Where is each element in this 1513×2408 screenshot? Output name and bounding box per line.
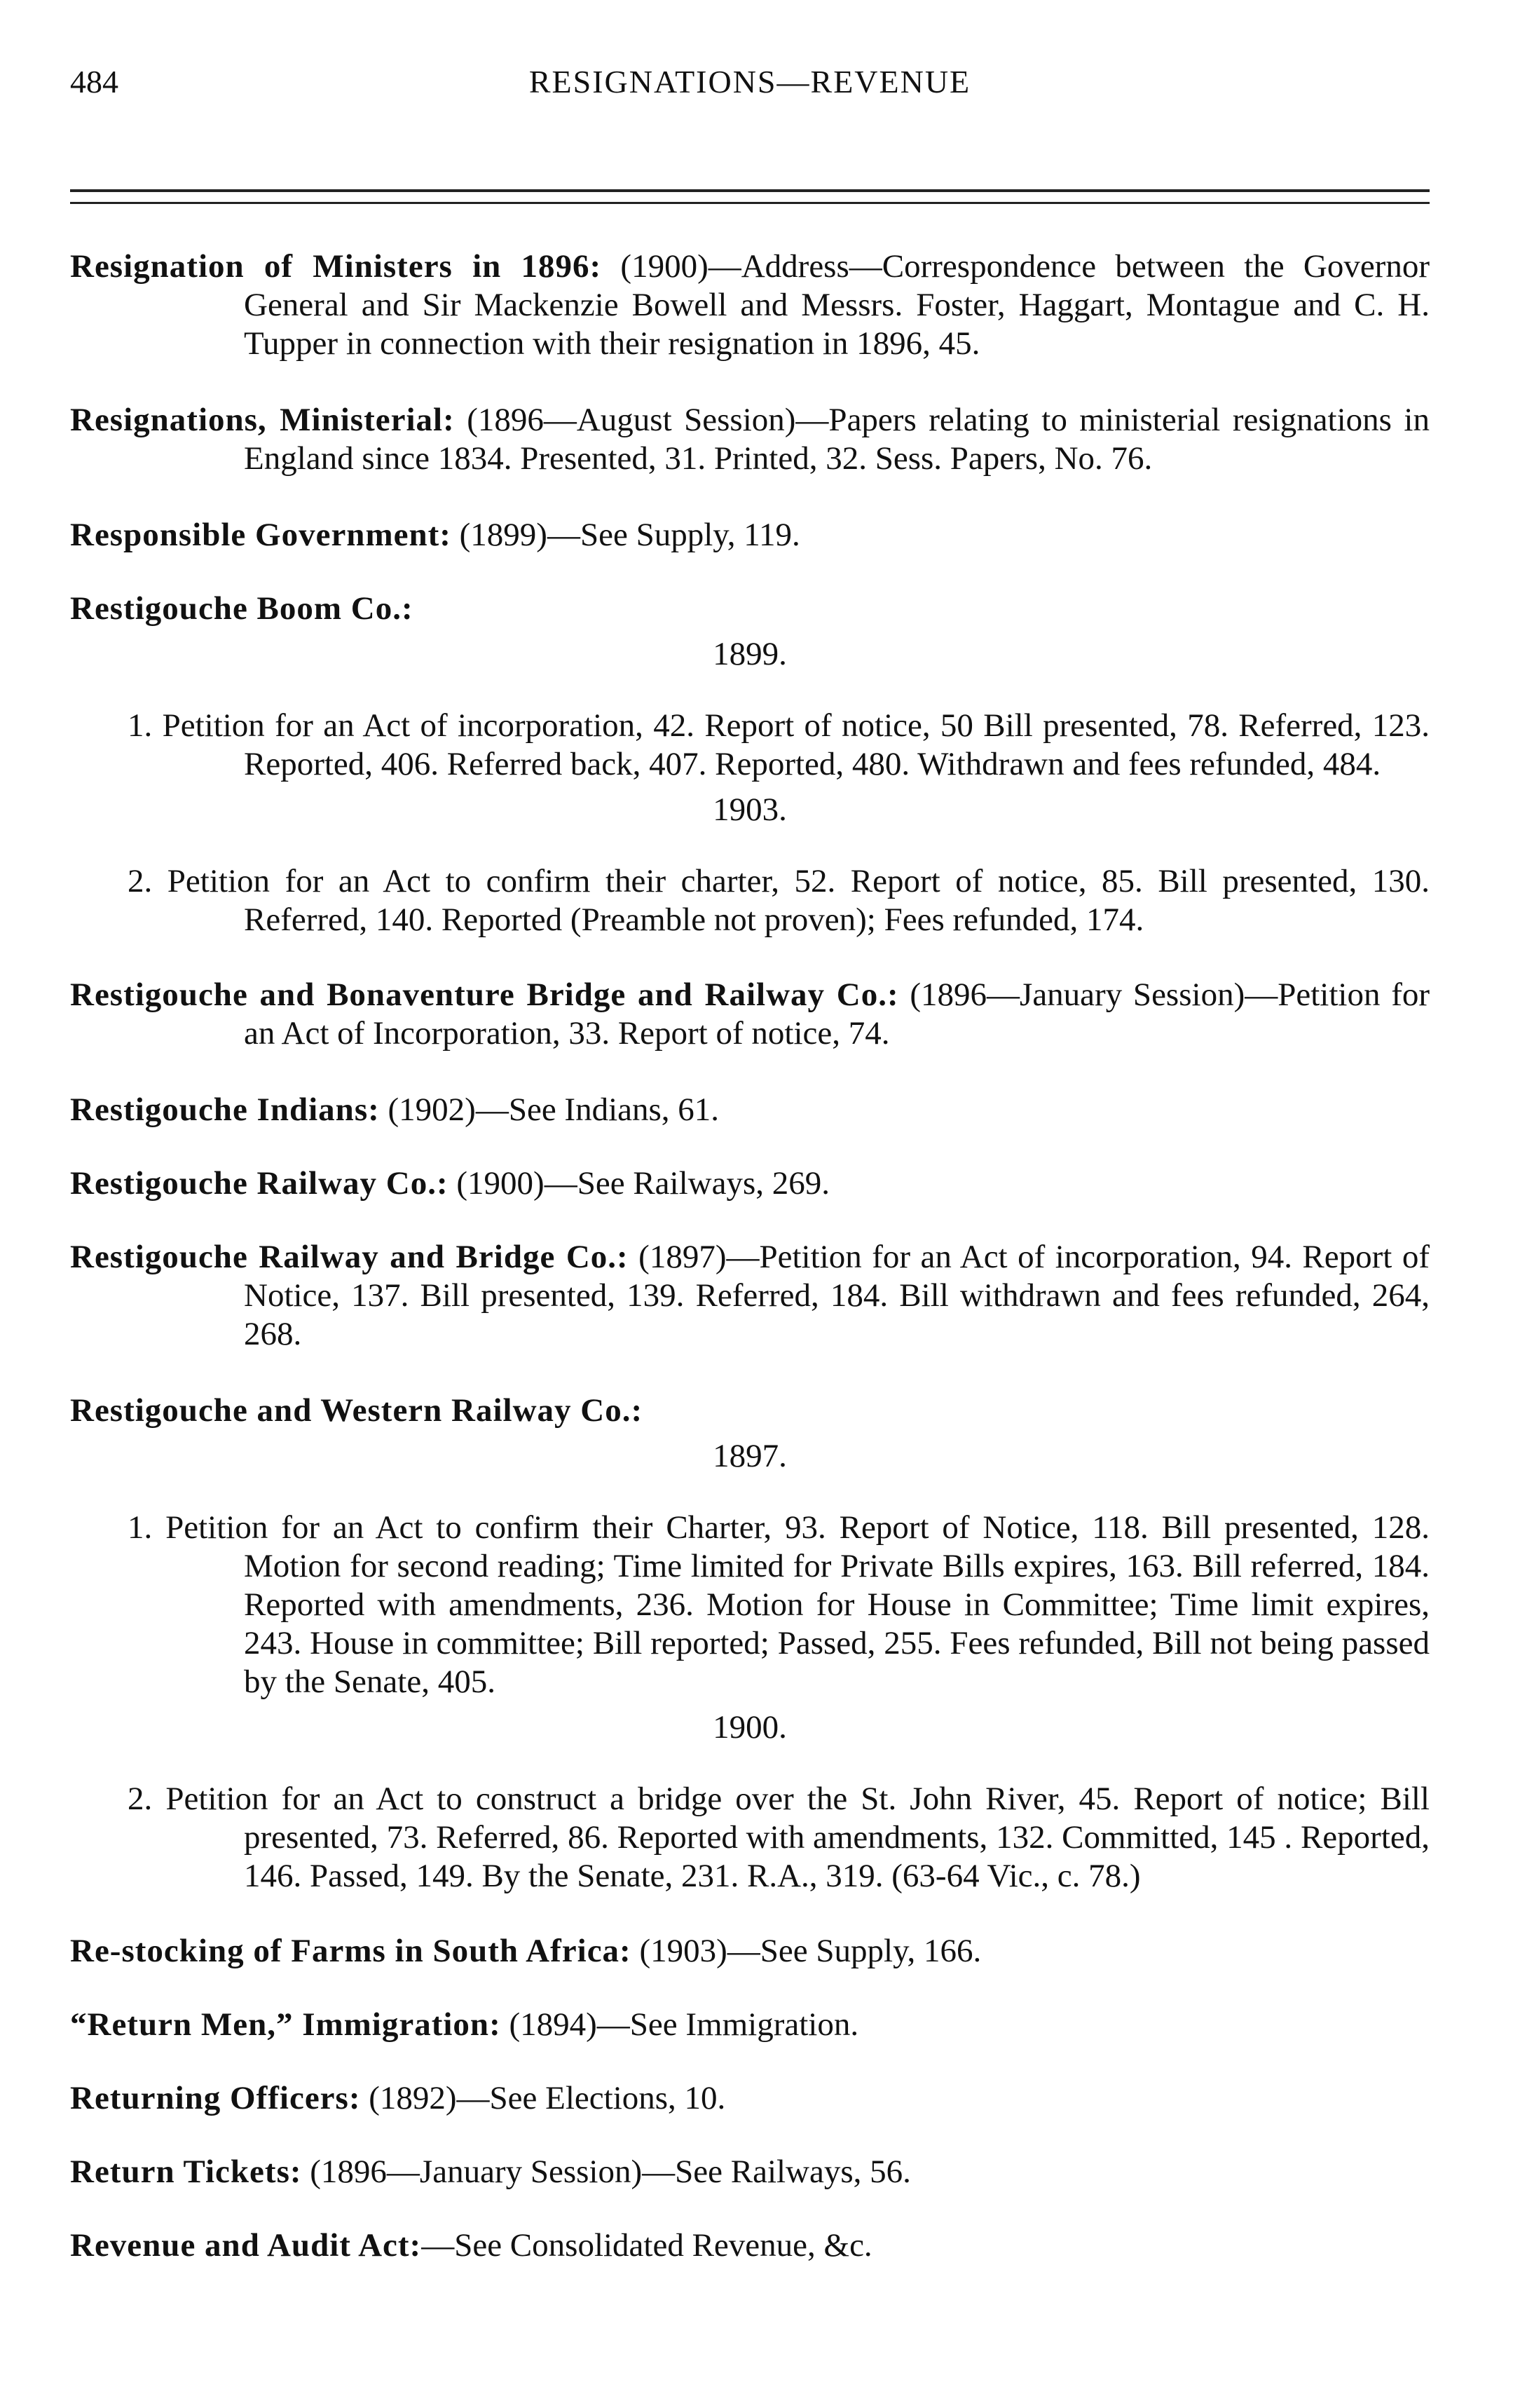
index-entry	[70, 247, 1430, 363]
entry-text: (1903)—See Supply, 166.	[631, 1933, 982, 1969]
running-head: RESIGNATIONS—REVENUE	[528, 64, 971, 100]
entry-heading: Re-stocking of Farms in South Africa:	[70, 1933, 631, 1969]
index-content	[70, 247, 1430, 2265]
entry-heading: Restigouche Railway Co.:	[70, 1165, 449, 1202]
index-entry	[70, 976, 1430, 1053]
entry-text: (1897)—Petition for an Act of incorporation, 94. Report of Notice, 137. Bill presented, 139. Referred, 184. Bill withdrawn and fees refunded, 264, 268.	[244, 1239, 1430, 1352]
entry-text: (1896—January Session)—Petition for an Act of Incorporation, 33. Report of notice, 74.	[244, 977, 1430, 1052]
index-entry	[70, 1238, 1430, 1354]
year-subheading: 1900.	[713, 1709, 787, 1746]
entry-text: (1892)—See Elections, 10.	[360, 2080, 726, 2116]
entry-text: (1894)—See Immigration.	[500, 2006, 859, 2043]
item-number: 2.	[128, 1781, 153, 1817]
index-entry	[70, 401, 1430, 478]
item-text: Petition for an Act of incorporation, 42. Report of notice, 50 Bill presented, 78. Referred, 123. Reported, 406. Referred back, 407. Reported, 480. Withdrawn and fees refunded, 484.	[162, 707, 1430, 782]
item-text: Petition for an Act to confirm their Charter, 93. Report of Notice, 118. Bill presented, 128. Motion for second reading; Time limited for Private Bills expires, 163. Bill referred, 184. Reported with amendments, 236. Motion for House in Committee; Time limit expires, 243. House in committee; Bill reported; Passed, 255. Fees refunded, Bill not being passed by the Senate, 405.	[165, 1509, 1430, 1700]
index-entry	[70, 1091, 1430, 1129]
year-subheading: 1899.	[713, 636, 787, 672]
index-entry	[70, 2226, 1430, 2265]
index-entry	[70, 2153, 1430, 2191]
page-number: 484	[70, 64, 118, 100]
entry-heading: Revenue and Audit Act:	[70, 2227, 422, 2264]
header-rule	[70, 189, 1430, 204]
entry-heading: Resignations, Ministerial:	[70, 402, 455, 438]
entry-heading: Restigouche Railway and Bridge Co.:	[70, 1239, 629, 1275]
entry-text: (1899)—See Supply, 119.	[451, 517, 800, 553]
entry-heading: Resignation of Ministers in 1896:	[70, 248, 602, 285]
index-entry-group	[70, 1392, 1430, 1896]
entry-text: (1900)—Address—Correspondence between the Governor General and Sir Mackenzie Bowell and Messrs. Foster, Haggart, Montague and C. H. Tupper in connection with their resignation in 1896, 45.	[244, 248, 1430, 362]
item-number: 1.	[128, 1509, 153, 1546]
entry-text: (1896—January Session)—See Railways, 56.	[301, 2154, 911, 2190]
entry-heading: Restigouche and Bonaventure Bridge and Railway Co.:	[70, 977, 899, 1013]
entry-text: (1896—August Session)—Papers relating to ministerial resignations in England since 1834. Presented, 31. Printed, 32. Sess. Papers, No. 76.	[244, 402, 1430, 477]
numbered-item	[70, 707, 1430, 784]
item-text: Petition for an Act to construct a bridge over the St. John River, 45. Report of notice; Bill presented, 73. Referred, 86. Reported with amendments, 132. Committed, 145 . Reported, 146. Passed, 149. By the Senate, 231. R.A., 319. (63-64 Vic., c. 78.)	[165, 1781, 1430, 1894]
entry-heading: Restigouche Boom Co.:	[70, 590, 413, 627]
index-entry-group	[70, 590, 1430, 939]
numbered-item	[70, 862, 1430, 939]
entry-heading: Responsible Government:	[70, 517, 451, 553]
year-subheading: 1903.	[713, 791, 787, 828]
entry-text: —See Consolidated Revenue, &c.	[421, 2227, 872, 2264]
item-text: Petition for an Act to confirm their charter, 52. Report of notice, 85. Bill presented, 130. Referred, 140. Reported (Preamble not proven); Fees refunded, 174.	[167, 863, 1430, 938]
entry-heading: Returning Officers:	[70, 2080, 361, 2116]
index-entry	[70, 1164, 1430, 1203]
item-number: 1.	[128, 707, 153, 744]
numbered-item	[70, 1509, 1430, 1701]
numbered-item	[70, 1780, 1430, 1896]
page	[70, 42, 1430, 2300]
entry-heading: “Return Men,” Immigration:	[70, 2006, 501, 2043]
index-entry	[70, 2079, 1430, 2118]
item-number: 2.	[128, 863, 153, 899]
entry-heading: Restigouche Indians:	[70, 1091, 380, 1128]
page-header	[70, 42, 1430, 105]
index-entry	[70, 2006, 1430, 2044]
index-entry	[70, 1932, 1430, 1971]
entry-heading: Return Tickets:	[70, 2154, 302, 2190]
entry-text: (1902)—See Indians, 61.	[379, 1091, 720, 1128]
index-entry	[70, 516, 1430, 555]
year-subheading: 1897.	[713, 1438, 787, 1474]
entry-heading: Restigouche and Western Railway Co.:	[70, 1392, 643, 1429]
entry-text: (1900)—See Railways, 269.	[448, 1165, 830, 1202]
